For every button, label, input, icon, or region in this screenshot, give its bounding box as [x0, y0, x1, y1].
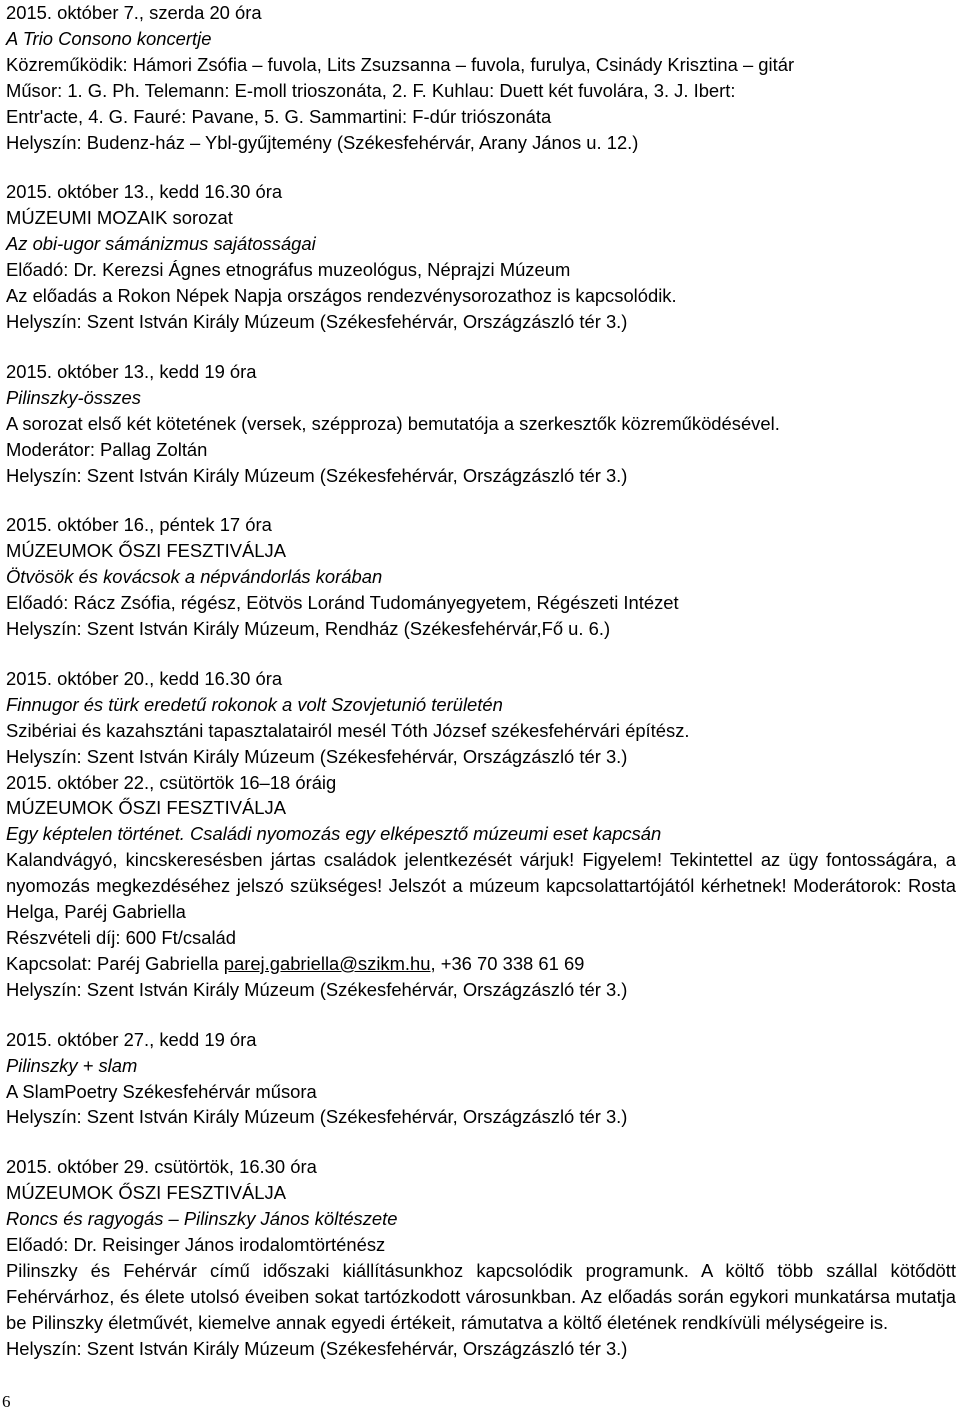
event-venue: Helyszín: Szent István Király Múzeum (Székesfehérvár, Országzászló tér 3.) [6, 1337, 628, 1359]
event-venue: Helyszín: Budenz-ház – Ybl-gyűjtemény (Székesfehérvár, Arany János u. 12.) [6, 131, 639, 153]
document-page [6, 0, 956, 1362]
event-entry [6, 179, 956, 334]
event-entry [6, 666, 956, 770]
event-description: A sorozat első két kötetének (versek, szépproza) bemutatója a szerkesztők közreműködésével. [6, 412, 780, 434]
event-title: A Trio Consono koncertje [6, 27, 212, 49]
event-series: MÚZEUMOK ŐSZI FESZTIVÁLJA [6, 1182, 286, 1204]
event-entry [6, 1027, 956, 1131]
event-description: Pilinszky és Fehérvár című időszaki kiállításunkhoz kapcsolódik programunk. A költő több szállal kötődött Fehérvárhoz, és élete utolsó éveiben sokat tartózkodott városunkban. Az előadás során egykori munkatársa mutatja be Pilinszky életművét, kiemelve annak egyedi értékeit, rámutatva a költő életének rendkívüli mélységeire is. [6, 1259, 956, 1333]
event-speaker: Előadó: Dr. Reisinger János irodalomtörténész [6, 1234, 386, 1256]
event-speaker: Előadó: Rácz Zsófia, régész, Eötvös Loránd Tudományegyetem, Régészeti Intézet [6, 592, 679, 614]
event-series: MÚZEUMOK ŐSZI FESZTIVÁLJA [6, 797, 286, 819]
event-contact [6, 951, 956, 977]
event-date: 2015. október 20., kedd 16.30 óra [6, 667, 283, 689]
event-series: MÚZEUMI MOZAIK sorozat [6, 207, 233, 229]
event-description: Szibériai és kazahsztáni tapasztalatairól mesél Tóth József székesfehérvári építész. [6, 719, 690, 741]
event-date: 2015. október 13., kedd 16.30 óra [6, 181, 283, 203]
event-moderator: Moderátor: Pallag Zoltán [6, 438, 208, 460]
event-title: Ötvösök és kovácsok a népvándorlás korában [6, 566, 383, 588]
event-venue: Helyszín: Szent István Király Múzeum, Rendház (Székesfehérvár,Fő u. 6.) [6, 618, 611, 640]
event-venue: Helyszín: Szent István Király Múzeum (Székesfehérvár, Országzászló tér 3.) [6, 978, 628, 1000]
event-fee: Részvételi díj: 600 Ft/család [6, 927, 236, 948]
event-date: 2015. október 27., kedd 19 óra [6, 1028, 257, 1050]
event-title: Pilinszky-összes [6, 386, 141, 408]
event-entry [6, 770, 956, 1003]
contact-label: Kapcsolat: Paréj Gabriella [6, 952, 224, 974]
event-date: 2015. október 13., kedd 19 óra [6, 360, 257, 382]
event-program: Entr'acte, 4. G. Fauré: Pavane, 5. G. Sammartini: F-dúr triószonáta [6, 105, 552, 127]
event-program: Műsor: 1. G. Ph. Telemann: E-moll trioszonáta, 2. F. Kuhlau: Duett két fuvolára, 3. J. Ibert: [6, 79, 736, 101]
event-entry [6, 0, 956, 155]
event-date: 2015. október 7., szerda 20 óra [6, 2, 262, 23]
event-series: MÚZEUMOK ŐSZI FESZTIVÁLJA [6, 540, 286, 562]
event-title: Egy képtelen történet. Családi nyomozás egy elképesztő múzeumi eset kapcsán [6, 823, 662, 845]
event-description: A SlamPoetry Székesfehérvár műsora [6, 1080, 317, 1102]
event-date: 2015. október 22., csütörtök 16–18 óráig [6, 771, 337, 793]
event-note: Az előadás a Rokon Népek Napja országos rendezvénysorozathoz is kapcsolódik. [6, 285, 677, 307]
page-number: 6 [2, 1392, 11, 1411]
event-venue: Helyszín: Szent István Király Múzeum (Székesfehérvár, Országzászló tér 3.) [6, 745, 628, 767]
event-title: Finnugor és türk eredetű rokonok a volt Szovjetunió területén [6, 693, 503, 715]
event-date: 2015. október 29. csütörtök, 16.30 óra [6, 1156, 317, 1178]
event-date: 2015. október 16., péntek 17 óra [6, 514, 272, 536]
event-description: Kalandvágyó, kincskeresésben jártas családok jelentkezését várjuk! Figyelem! Tekintettel az ügy fontosságára, a nyomozás megkezdéséhez jelszó szükséges! Jelszót a múzeum kapcsolattartójától kérhetnek! Moderátorok: Rosta Helga, Paréj Gabriella [6, 849, 956, 923]
event-venue: Helyszín: Szent István Király Múzeum (Székesfehérvár, Országzászló tér 3.) [6, 1106, 628, 1128]
event-entry [6, 359, 956, 489]
event-title: Roncs és ragyogás – Pilinszky János költészete [6, 1208, 398, 1230]
event-entry [6, 1154, 956, 1361]
event-entry [6, 512, 956, 642]
event-performers: Közreműködik: Hámori Zsófia – fuvola, Lits Zsuzsanna – fuvola, furulya, Csinády Krisztina – gitár [6, 53, 795, 75]
event-title: Az obi-ugor sámánizmus sajátosságai [6, 233, 316, 255]
event-venue: Helyszín: Szent István Király Múzeum (Székesfehérvár, Országzászló tér 3.) [6, 464, 628, 486]
event-speaker: Előadó: Dr. Kerezsi Ágnes etnográfus muzeológus, Néprajzi Múzeum [6, 259, 571, 281]
contact-phone: , +36 70 338 61 69 [430, 952, 585, 974]
contact-email-link[interactable]: parej.gabriella@szikm.hu [223, 952, 431, 974]
event-venue: Helyszín: Szent István Király Múzeum (Székesfehérvár, Országzászló tér 3.) [6, 310, 628, 332]
event-title: Pilinszky + slam [6, 1054, 138, 1076]
